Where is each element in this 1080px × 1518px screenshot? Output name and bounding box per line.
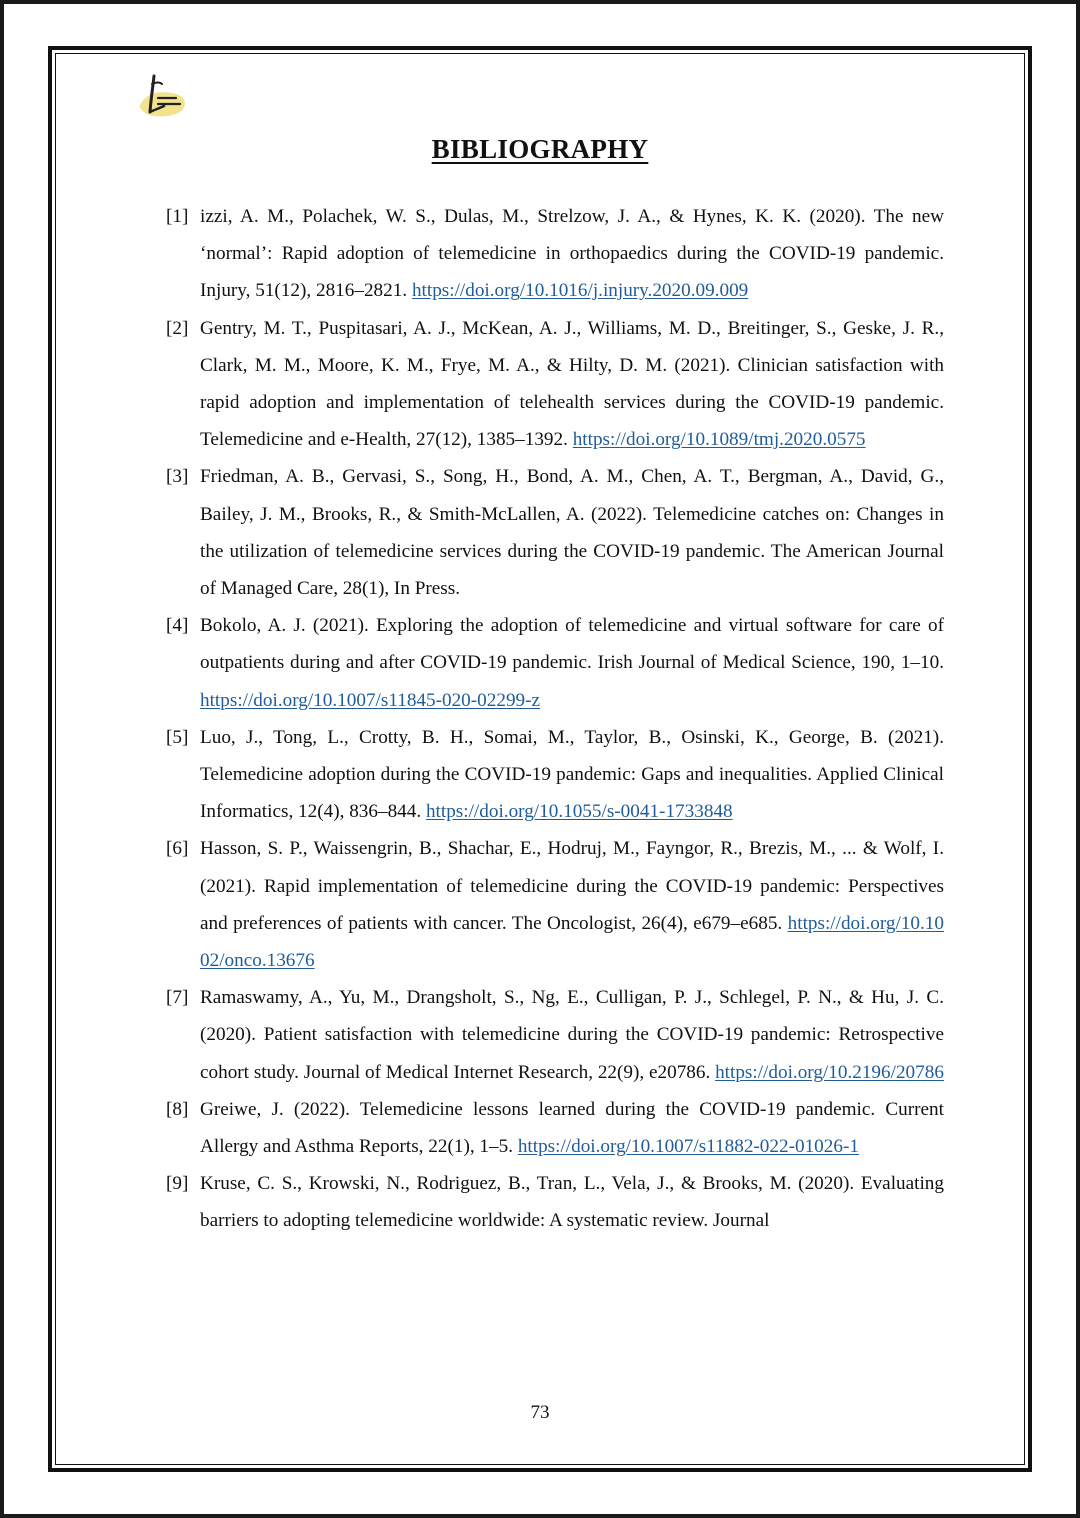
doi-link[interactable]: https://doi.org/10.1089/tmj.2020.0575: [572, 429, 866, 451]
reference-text: Gentry, M. T., Puspitasari, A. J., McKean, A. J., Williams, M. D., Breitinger, S., Geske, J. R., Clark, M. M., Moore, K. M., Frye, M. A., & Hilty, D. M. (2021). Clinician satisfaction with rapid adoption and implementation of telehealth services during the COVID-19 pandemic. Telemedicine and e-Health, 27(12), 1385–1392.: [200, 317, 944, 451]
doi-link[interactable]: https://doi.org/10.1007/s11845-020-02299-z: [200, 689, 541, 711]
reference-item: [166, 198, 944, 310]
reference-item: [166, 607, 944, 719]
page-number: 73: [530, 1402, 550, 1423]
reference-item: [166, 979, 944, 1091]
reference-number: [5]: [166, 726, 189, 748]
doi-link[interactable]: https://doi.org/10.1007/s11882-022-01026-1: [517, 1136, 859, 1158]
reference-number: [3]: [166, 466, 189, 488]
reference-number: [9]: [166, 1173, 189, 1195]
reference-item: [166, 830, 944, 979]
doi-link[interactable]: https://doi.org/10.2196/20786: [715, 1061, 944, 1083]
reference-text: Hasson, S. P., Waissengrin, B., Shachar, E., Hodruj, M., Fayngor, R., Brezis, M., ... & Wolf, I. (2021). Rapid implementation of telemedicine during the COVID-19 pandemic: Perspectives and preferences of patients with cancer. The Oncologist, 26(4), e679–e685.: [200, 838, 944, 934]
reference-list: [166, 198, 944, 1240]
reference-text: Luo, J., Tong, L., Crotty, B. H., Somai, M., Taylor, B., Osinski, K., George, B. (2021). Telemedicine adoption during the COVID-19 pandemic: Gaps and inequalities. Applied Clinical Informatics, 12(4), 836–844.: [200, 726, 944, 823]
reference-item: [166, 719, 944, 831]
reference-text: izzi, A. M., Polachek, W. S., Dulas, M., Strelzow, J. A., & Hynes, K. K. (2020). The new ‘normal’: Rapid adoption of telemedicine in orthopaedics during the COVID-19 pandemic. Injury, 51(12), 2816–2821.: [200, 206, 944, 302]
reference-number: [8]: [166, 1098, 189, 1120]
reference-item: [166, 1165, 944, 1239]
reference-text: Friedman, A. B., Gervasi, S., Song, H., Bond, A. M., Chen, A. T., Bergman, A., David, G., Bailey, J. M., Brooks, R., & Smith-McLallen, A. (2022). Telemedicine catches on: Changes in the utilization of telemedicine services during the COVID-19 pandemic. The American Journal of Managed Care, 28(1), In Press.: [200, 466, 944, 600]
reference-number: [4]: [166, 615, 189, 637]
pen-with-lines-icon: [136, 72, 190, 120]
reference-item: [166, 458, 944, 607]
reference-text: Greiwe, J. (2022). Telemedicine lessons learned during the COVID-19 pandemic. Current Allergy and Asthma Reports, 22(1), 1–5.: [200, 1098, 944, 1158]
reference-number: [6]: [166, 838, 189, 860]
reference-number: [1]: [166, 206, 189, 227]
doi-link[interactable]: https://doi.org/10.1002/onco.13676: [200, 912, 944, 972]
reference-text: Ramaswamy, A., Yu, M., Drangsholt, S., Ng, E., Culligan, P. J., Schlegel, P. N., & Hu, J. C. (2020). Patient satisfaction with telemedicine during the COVID-19 pandemic: Retrospective cohort study. Journal of Medical Internet Research, 22(9), e20786.: [200, 987, 944, 1083]
reference-item: [166, 1091, 944, 1165]
reference-number: [7]: [166, 987, 189, 1009]
doi-link[interactable]: https://doi.org/10.1055/s-0041-1733848: [425, 801, 733, 823]
reference-number: [2]: [166, 317, 189, 339]
doi-link[interactable]: https://doi.org/10.1016/j.injury.2020.09.009: [411, 280, 749, 302]
page-title: BIBLIOGRAPHY: [431, 134, 649, 164]
reference-item: [166, 310, 944, 459]
reference-text: Kruse, C. S., Krowski, N., Rodriguez, B., Tran, L., Vela, J., & Brooks, M. (2020). Evaluating barriers to adopting telemedicine worldwide: A systematic review. Journal: [200, 1173, 944, 1232]
reference-text: Bokolo, A. J. (2021). Exploring the adoption of telemedicine and virtual software for care of outpatients during and after COVID-19 pandemic. Irish Journal of Medical Science, 190, 1–10.: [200, 615, 944, 674]
